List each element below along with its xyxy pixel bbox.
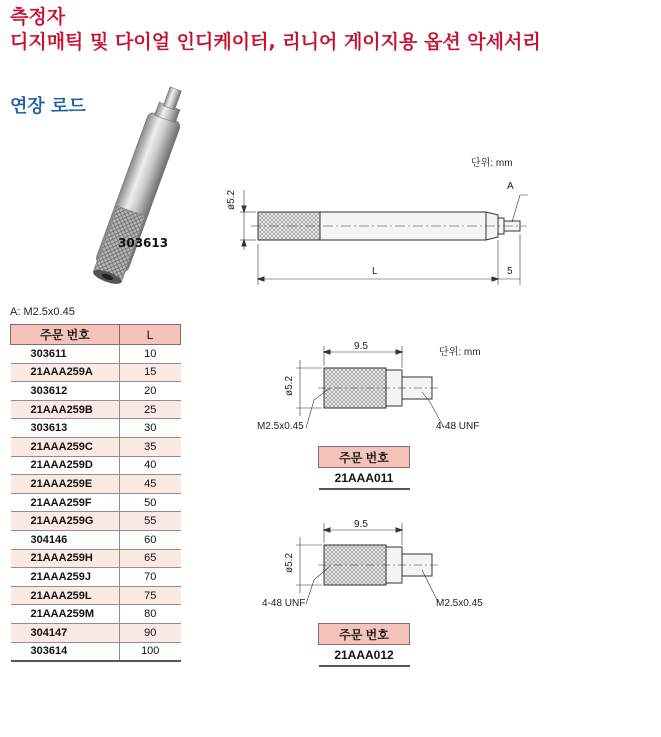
length-value: 35 [120,437,181,456]
table-row [11,623,181,642]
part-number: 21AAA259H [11,549,120,568]
order-header-part: 주문 번호 [11,325,120,345]
main-length-label: L [372,266,378,277]
part-number: 21AAA259L [11,586,120,605]
adapter-a-unit-label: 단위: mm [439,347,481,358]
adapter-a-part-number: 21AAA011 [319,468,410,490]
table-row [11,605,181,624]
part-number: 304147 [11,623,120,642]
length-value: 55 [120,512,181,531]
length-value: 80 [120,605,181,624]
length-value: 40 [120,456,181,475]
length-value: 75 [120,586,181,605]
adapter-b-order-table [318,623,410,667]
length-value: 50 [120,493,181,512]
thread-note: A: M2.5x0.45 [10,306,75,318]
page-main-title: 디지매틱 및 다이얼 인디케이터, 리니어 게이지용 옵션 악세서리 [10,31,541,53]
length-value: 65 [120,549,181,568]
length-value: 100 [120,642,181,661]
table-row [11,549,181,568]
order-header-length: L [120,325,181,345]
length-value: 25 [120,400,181,419]
extension-rod-drawing [240,190,528,285]
part-number: 21AAA259J [11,568,120,587]
part-number: 21AAA259A [11,363,120,382]
part-number: 303612 [11,382,120,401]
part-number: 303611 [11,345,120,364]
part-number: 304146 [11,530,120,549]
table-row [11,345,181,364]
adapter-b-diameter-label: ø5.2 [284,552,295,573]
table-row [11,419,181,438]
table-row [11,437,181,456]
adapter-a-order-table [318,446,410,490]
length-value: 15 [120,363,181,382]
part-number: 21AAA259E [11,475,120,494]
table-row [11,568,181,587]
adapter-a-drawing [296,346,444,428]
part-number: 303614 [11,642,120,661]
adapter-a-right-thread: 4-48 UNF [436,421,480,432]
part-number: 21AAA259F [11,493,120,512]
adapter-b-drawing [296,523,438,604]
table-row [11,530,181,549]
table-row [11,493,181,512]
adapter-b-right-thread: M2.5x0.45 [436,598,483,609]
table-row [11,512,181,531]
table-row [11,642,181,661]
adapter-b-left-thread: 4-48 UNF [262,598,306,609]
adapter-a-order-header: 주문 번호 [319,447,410,468]
adapter-a-left-thread: M2.5x0.45 [257,421,304,432]
length-value: 90 [120,623,181,642]
table-row [11,382,181,401]
main-tip-length-label: 5 [507,266,513,277]
table-row [11,475,181,494]
length-value: 20 [120,382,181,401]
part-number: 21AAA259C [11,437,120,456]
table-row [11,400,181,419]
part-number: 21AAA259B [11,400,120,419]
length-value: 10 [120,345,181,364]
photo-part-number: 303613 [118,236,169,250]
main-unit-label: 단위: mm [471,158,513,169]
part-number: 21AAA259D [11,456,120,475]
adapter-b-width-label: 9.5 [354,519,368,530]
page-category-title: 측정자 [10,6,66,28]
table-row [11,456,181,475]
length-value: 70 [120,568,181,587]
adapter-b-order-header: 주문 번호 [319,624,410,645]
part-number: 21AAA259M [11,605,120,624]
rod-tip-thread [163,87,181,110]
length-value: 60 [120,530,181,549]
table-row [11,586,181,605]
main-diameter-label: ø5.2 [226,189,237,210]
adapter-a-width-label: 9.5 [354,341,368,352]
length-value: 45 [120,475,181,494]
length-value: 30 [120,419,181,438]
table-row [11,363,181,382]
section-title: 연장 로드 [10,96,86,117]
adapter-a-diameter-label: ø5.2 [284,375,295,396]
main-point-label: A [507,181,514,192]
part-number: 21AAA259G [11,512,120,531]
extension-rod-photo [90,83,192,287]
adapter-b-part-number: 21AAA012 [319,645,410,667]
part-number: 303613 [11,419,120,438]
order-table [10,324,181,662]
